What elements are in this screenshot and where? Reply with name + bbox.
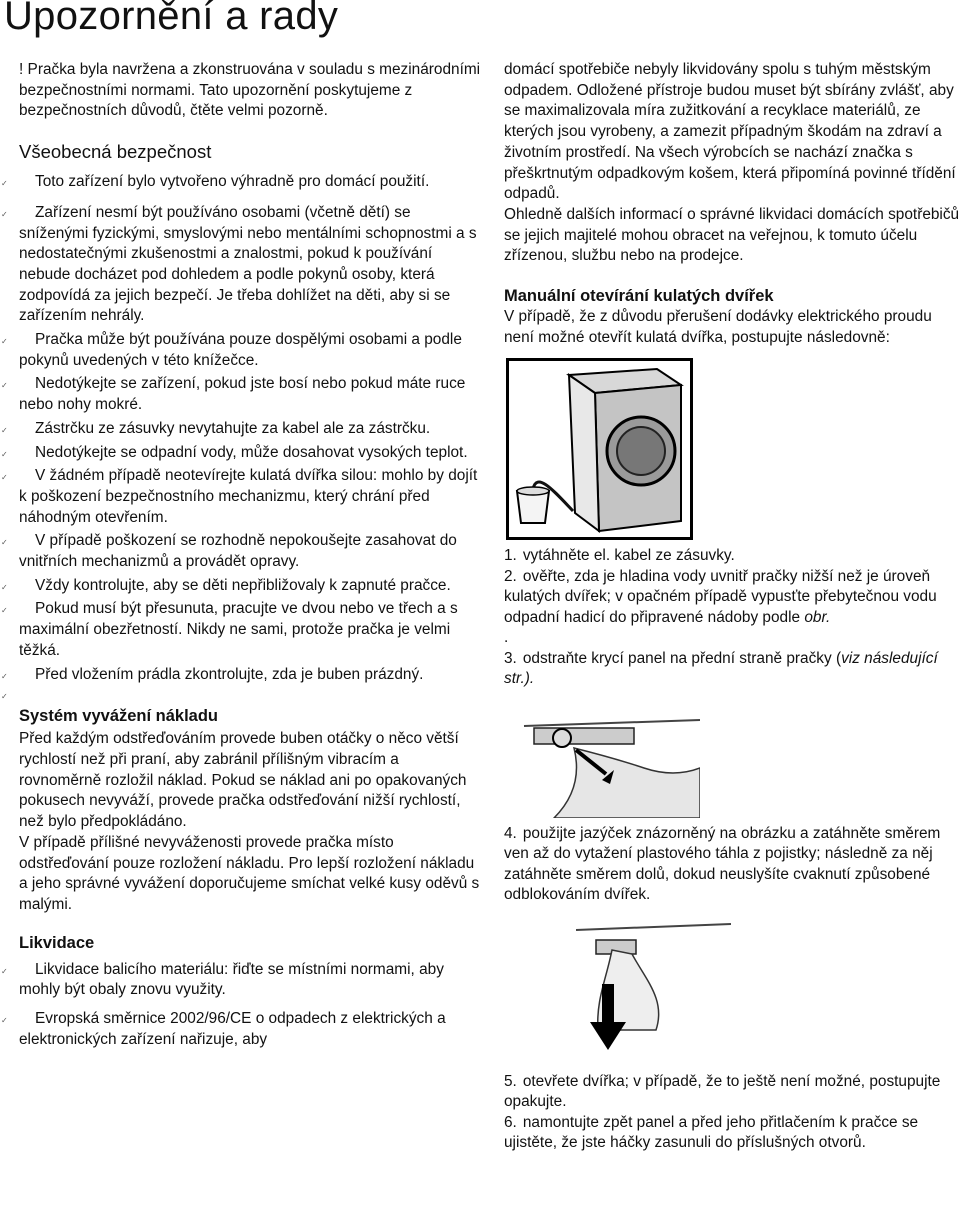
disposal-continuation: domácí spotřebiče nebyly likvidovány spolu s tuhým městským odpadem. Odložené přístroje budou muset být sbírány zvlášť, aby se maximalizovala míra zužitkování a recyklace materiálů, ze kterých jsou vyrobeny, a zamezit případným škodám na zdraví a životním prostředí. Na všech výrobcích se nachází značka s přeškrtnutým odpadkovým košem, která připomíná povinné třídění odpadů. bbox=[504, 61, 956, 203]
bullet-mark: ✓ bbox=[1, 538, 8, 548]
safety-item: ✓ Pokud musí být přesunuta, pracujte ve dvou nebo ve třech a s maximální obezřetností. Nikdy ne sami, protože pračka je velmi těžká. bbox=[1, 600, 458, 659]
bullet-mark: ✓ bbox=[1, 671, 8, 681]
step-5: 5. otevřete dvířka; v případě, že to ještě není možné, postupujte opakujte. bbox=[504, 1072, 941, 1111]
step-4: 4. použijte jazýček znázorněný na obrázku a zatáhněte směrem ven až do vytažení plastového táhla z pojistky; následně za něj zatáhněte směrem dolů, dokud neuslyšíte cvaknutí způsobené odblokováním dvířek. bbox=[504, 824, 941, 904]
bullet-mark: ✓ bbox=[1, 425, 8, 435]
disposal-item: ✓ Evropská směrnice 2002/96/CE o odpadech z elektrických a elektronických zařízení nařizuje, aby bbox=[1, 1010, 446, 1048]
front-panel-tab-illustration bbox=[514, 698, 700, 818]
pull-down-arrow-icon bbox=[576, 910, 731, 1064]
safety-item: ✓ Před vložením prádla zkontrolujte, zda je buben prázdný. bbox=[19, 665, 481, 686]
safety-item: ✓ Nedotýkejte se zařízení, pokud jste bosí nebo pokud máte ruce nebo nohy mokré. bbox=[1, 375, 466, 414]
left-column bbox=[1, 60, 481, 1050]
safety-list bbox=[1, 172, 481, 702]
manual-heading: Manuální otevírání kulatých dvířek bbox=[504, 287, 774, 306]
intro-paragraph: ! Pračka byla navržena a zkonstruována v souladu s mezinárodními bezpečnostními normami. Tato upozornění poskytujeme z bezpečnostních důvodů, čtěte velmi pozorně. bbox=[19, 61, 481, 120]
balance-text: Před každým odstřeďováním provede buben otáčky o něco větší rychlostí než při praní, aby zabránil přílišným vibracím a rovnoměrně rozložil náklad. Pokud se náklad ani po opakovaných pokusech nevyváží, provede pračka odstřeďování nižší rychlostí, než bylo předpokládáno. bbox=[19, 730, 467, 831]
safety-item: ✓ Zástrčku ze zásuvky nevytahujte za kabel ale za zástrčku. bbox=[19, 419, 481, 440]
safety-item: ✓ V případě poškození se rozhodně nepokoušejte zasahovat do vnitřních mechanizmů a provádět opravy. bbox=[1, 532, 457, 571]
disposal-heading: Likvidace bbox=[19, 933, 95, 952]
step-3: 3. odstraňte krycí panel na přední straně pračky (viz následující str.). bbox=[504, 649, 938, 688]
pull-down-tab-illustration bbox=[576, 910, 731, 1064]
step-2: 2. ověřte, zda je hladina vody uvnitř pračky nižší než je úroveň kulatých dvířek; v opačném případě vypusťte přebytečnou vodu odpadní hadicí do připravené nádoby podle obr. bbox=[504, 567, 937, 626]
safety-item: ✓ Toto zařízení bylo vytvořeno výhradně pro domácí použití. bbox=[19, 172, 481, 193]
bullet-mark: ✓ bbox=[1, 449, 8, 459]
disposal-info: Ohledně dalších informací o správné likvidaci domácích spotřebičů se jejich majitelé mohou obracet na veřejnou, k tomuto účelu zřízenou, službu nebo na prodejce. bbox=[504, 205, 960, 265]
safety-item: ✓ V žádném případě neotevírejte kulatá dvířka silou: mohlo by dojít k poškození bezpečnostního mechanizmu, který chrání před náhodným otevřením. bbox=[1, 467, 478, 526]
balance-text-2: V případě přílišné nevyváženosti provede pračka místo odstřeďování pouze rozložení nákladu. Pro lepší rozložení nákladu a jeho správné vyvážení doporučujeme smíchat velké kusy oděvů s malými. bbox=[19, 833, 480, 913]
step-6: 6. namontujte zpět panel a před jeho přitlačením k pračce se ujistěte, že jste háčky zasunuli do příslušných otvorů. bbox=[504, 1113, 919, 1152]
bullet-mark: ✓ bbox=[1, 209, 8, 219]
bullet-mark: ✓ bbox=[1, 606, 8, 616]
safety-heading: Všeobecná bezpečnost bbox=[19, 141, 212, 163]
empty-bullet bbox=[1, 685, 481, 702]
safety-item: ✓ Vždy kontrolujte, aby se děti nepřibližovaly k zapnuté pračce. bbox=[19, 576, 481, 597]
washing-machine-drain-illustration bbox=[506, 358, 693, 540]
bullet-mark: ✓ bbox=[1, 337, 8, 347]
balance-heading: Systém vyvážení nákladu bbox=[19, 707, 219, 726]
step-2-dot: . bbox=[504, 629, 509, 647]
bullet-mark: ✓ bbox=[1, 179, 8, 189]
safety-item: ✓ Nedotýkejte se odpadní vody, může dosahovat vysokých teplot. bbox=[19, 443, 481, 464]
manual-intro: V případě, že z důvodu přerušení dodávky elektrického proudu není možné otevřít kulatá dvířka, postupujte následovně: bbox=[504, 308, 932, 346]
bullet-mark: ✓ bbox=[1, 1016, 8, 1026]
bullet-mark: ✓ bbox=[1, 381, 8, 391]
safety-item: ✓ Zařízení nesmí být používáno osobami (včetně dětí) se sníženými fyzickými, smyslovými nebo mentálními schopnostmi a s nedostatečnými zkušenostmi a znalostmi, pokud k používání nebude docházet pod dohledem a podle pokynů osoby, která zodpovídá za jejich bezpečí. Je třeba dohlížet na děti, aby si se zařízením nehrály. bbox=[1, 203, 477, 325]
washing-machine-icon bbox=[509, 361, 690, 537]
bullet-mark: ✓ bbox=[1, 473, 8, 483]
safety-item: ✓ Pračka může být používána pouze dospělými osobami a podle pokynů uvedených v této knížečce. bbox=[1, 331, 462, 369]
disposal-item: ✓ Likvidace balicího materiálu: řiďte se místními normami, aby mohly být obaly znovu využity. bbox=[1, 960, 444, 999]
right-column bbox=[504, 60, 960, 1154]
bullet-mark: ✓ bbox=[1, 692, 8, 702]
step-1: 1. vytáhněte el. kabel ze zásuvky. bbox=[504, 547, 735, 565]
bullet-mark: ✓ bbox=[1, 966, 8, 976]
hand-pulling-tab-icon bbox=[514, 698, 700, 818]
bullet-mark: ✓ bbox=[1, 582, 8, 592]
page-title: Upozornění a rady bbox=[4, 0, 339, 38]
